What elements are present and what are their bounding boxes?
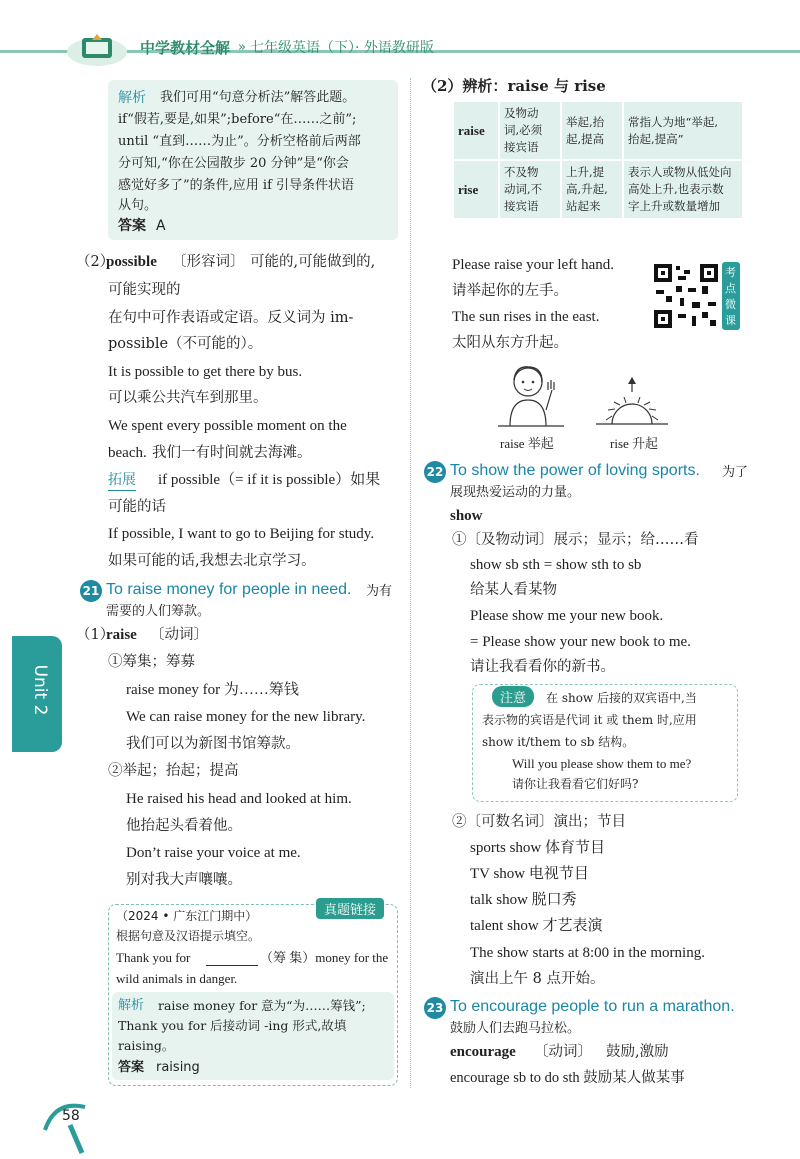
usage-line: 抬起,提高”: [628, 131, 684, 146]
raise-ex3-cn: 别对我大声嚷嚷。: [126, 872, 242, 888]
possible-ex3-cn: 如果可能的话,我想去北京学习。: [108, 553, 316, 569]
qr-code-icon[interactable]: [652, 262, 720, 330]
meaning-line: 起,提高: [566, 131, 605, 146]
item-21-cn: 为有: [366, 584, 393, 599]
exam-q2: wild animals in danger.: [116, 971, 238, 986]
show-ex1-cn: 请让我看看你的新书。: [470, 659, 615, 675]
item-23-cn: 鼓励人们去跑马拉松。: [450, 1021, 581, 1036]
exam-blank[interactable]: [206, 965, 258, 966]
caption-raise: raise 举起: [500, 436, 554, 451]
header-book-title: 中学教材全解: [140, 39, 231, 57]
show-sense-2: ②〔可数名词〕演出；节目: [452, 814, 626, 830]
meaning-line: 上升,提: [566, 165, 605, 179]
note-ex-cn: 请你让我看看它们好吗?: [512, 777, 639, 791]
possible-ex1-en: It is possible to get there by bus.: [108, 364, 303, 380]
compare-word-rise: rise: [454, 161, 498, 218]
note-line-1: 在 show 后接的双宾语中,当: [546, 691, 697, 705]
book-logo-icon: [62, 28, 132, 68]
show-collocation-3: talk show 脱口秀: [470, 892, 577, 908]
type-line: 接宾语: [504, 199, 539, 213]
rise-ex1-en: Please raise your left hand.: [452, 257, 615, 273]
sun-rise-illustration-icon: [594, 376, 670, 432]
encourage-meaning: 鼓励,激励: [606, 1044, 669, 1060]
note-line-2: 表示物的宾语是代词 it 或 them 时,应用: [482, 713, 697, 727]
analysis-label: 解析: [118, 90, 146, 106]
table-row: [454, 161, 742, 218]
exam-analysis-1: raise money for 意为“为……筹钱”;: [158, 998, 366, 1013]
exam-q1: Thank you for: [116, 950, 191, 965]
meaning-line: 站起来: [566, 199, 601, 213]
meaning-line: 举起,抬: [566, 114, 605, 129]
analysis-line-3: until “直到……为止”。分析空格前后两部: [118, 134, 361, 149]
type-line: 动词,不: [504, 182, 543, 196]
compare-meaning-rise: [562, 161, 622, 218]
show-ex1-en-2: = Please show your new book to me.: [470, 634, 691, 650]
possible-ex2-en-2: beach.: [108, 445, 147, 461]
qr-label: 考点微课: [725, 266, 736, 327]
item-22-badge: 22: [424, 461, 446, 483]
encourage-word: encourage: [450, 1044, 516, 1060]
show-ex2-cn: 演出上午 8 点开始。: [470, 971, 605, 987]
raise-ex2-en: He raised his head and looked at him.: [126, 791, 352, 807]
show-ex1-en: Please show me your new book.: [470, 608, 664, 624]
possible-note-1: 在句中可作表语或定语。反义词为 im-: [108, 310, 354, 326]
raise-pos: 〔动词〕: [150, 627, 208, 643]
extension-cn: 可能的话: [108, 499, 166, 515]
exam-analysis-3: raising。: [118, 1038, 175, 1053]
possible-meaning: 可能的,可能做到的,: [250, 254, 376, 270]
exam-instruction: 根据句意及汉语提示填空。: [116, 929, 261, 943]
raise-ex1-en: We can raise money for the new library.: [126, 709, 366, 725]
caption-rise: rise 升起: [610, 436, 659, 451]
raise-ex3-en: Don’t raise your voice at me.: [126, 845, 301, 861]
encourage-pos: 〔动词〕: [534, 1044, 592, 1060]
item-23-sentence: To encourage people to run a marathon.: [450, 998, 735, 1015]
possible-pos: 〔形容词〕: [172, 254, 245, 270]
exam-analysis-2: Thank you for 后接动词 -ing 形式,故填: [118, 1018, 347, 1033]
extension-phrase: if possible（= if it is possible）如果: [158, 472, 381, 488]
answer-value: A: [156, 218, 166, 234]
compare-meaning-raise: [562, 102, 622, 159]
possible-num: （2）: [76, 254, 115, 270]
raise-word: raise: [106, 627, 137, 643]
item-22-sentence: To show the power of loving sports.: [450, 462, 700, 479]
analysis-line-6: 从句。: [118, 198, 158, 213]
note-ex-en: Will you please show them to me?: [512, 756, 692, 771]
note-tag: 注意: [492, 686, 534, 707]
type-line: 不及物: [504, 165, 539, 179]
exam-analysis-label: 解析: [118, 998, 145, 1013]
usage-line: 表示人或物从低处向: [628, 165, 732, 179]
header-chevron-icon: »: [238, 40, 246, 55]
item-22-cn: 为了: [722, 465, 749, 480]
compare-type-rise: [500, 161, 560, 218]
rise-ex2-en: The sun rises in the east.: [452, 309, 600, 325]
possible-note-2: possible（不可能的）。: [108, 336, 263, 352]
exam-tag: 真题链接: [316, 898, 384, 919]
compare-usage-raise: [624, 102, 742, 159]
possible-ex2-cn: 我们一有时间就去海滩。: [152, 445, 312, 461]
rise-ex1-cn: 请举起你的左手。: [452, 283, 568, 299]
analysis-line-2: if“假若,要是,如果”;before“在……之前”;: [118, 112, 357, 127]
exam-hint: （筹 集）money for the: [260, 950, 389, 965]
possible-word: possible: [106, 254, 157, 270]
show-sense-1: ①〔及物动词〕展示；显示；给……看: [452, 532, 699, 548]
usage-line: 字上升或数量增加: [628, 199, 720, 213]
compare-usage-rise: [624, 161, 742, 218]
show-collocation-2: TV show 电视节目: [470, 866, 589, 882]
type-line: 词,必须: [504, 123, 543, 137]
compare-type-raise: [500, 102, 560, 159]
possible-ex2-en: We spent every possible moment on the: [108, 418, 347, 434]
raise-ex1-cn: 我们可以为新图书馆筹款。: [126, 736, 300, 752]
table-row: [454, 102, 742, 159]
unit-label: Unit 2: [30, 664, 50, 716]
show-collocation-1: sports show 体育节目: [470, 840, 606, 856]
possible-ex1-cn: 可以乘公共汽车到那里。: [108, 390, 268, 406]
note-line-3: show it/them to sb 结构。: [482, 735, 635, 749]
item-21-badge: 21: [80, 580, 102, 602]
page-number: 58: [62, 1108, 80, 1124]
header-bar: [0, 30, 800, 64]
usage-line: 常指人为地“举起,: [628, 114, 719, 129]
show-collocation-4: talent show 才艺表演: [470, 918, 603, 934]
item-21-sentence: To raise money for people in need.: [106, 581, 352, 598]
exam-answer-value: raising: [156, 1060, 200, 1075]
header-subject: 七年级英语（下）· 外语教研版: [250, 40, 434, 56]
item-22-cn-2: 展现热爱运动的力量。: [450, 485, 581, 500]
meaning-line: 高,升起,: [566, 182, 608, 196]
compare-title: （2）辨析：raise 与 rise: [422, 77, 606, 95]
show-phrase-1-cn: 给某人看某物: [470, 582, 557, 598]
analysis-line-4: 分可知,“你在公园散步 20 分钟”是“你会: [118, 156, 349, 171]
type-line: 接宾语: [504, 140, 539, 154]
show-phrase-1: show sb sth = show sth to sb: [470, 557, 642, 573]
show-ex2-en: The show starts at 8:00 in the morning.: [470, 945, 705, 961]
item-21-cn-2: 需要的人们筹款。: [106, 604, 211, 619]
raise-hand-illustration-icon: [496, 360, 566, 432]
rise-ex2-cn: 太阳从东方升起。: [452, 335, 568, 351]
answer-label: 答案: [118, 218, 146, 234]
analysis-line-1: 我们可用“句意分析法”解答此题。: [160, 90, 356, 105]
raise-num: （1）: [76, 627, 115, 643]
usage-line: 高处上升,也表示数: [628, 182, 724, 196]
raise-sense-2: ②举起；抬起；提高: [108, 763, 239, 779]
type-line: 及物动: [504, 106, 539, 120]
column-divider: [410, 78, 411, 1088]
possible-ex3-en: If possible, I want to go to Beijing for study.: [108, 526, 375, 542]
show-word: show: [450, 508, 483, 524]
raise-phrase-1: raise money for 为……筹钱: [126, 682, 299, 698]
raise-sense-1: ①筹集；筹募: [108, 654, 195, 670]
encourage-phrase: encourage sb to do sth 鼓励某人做某事: [450, 1070, 685, 1086]
compare-table: [452, 100, 744, 220]
exam-source: （2024 • 广东江门期中）: [116, 909, 258, 923]
raise-ex2-cn: 他抬起头看着他。: [126, 818, 242, 834]
compare-word-raise: raise: [454, 102, 498, 159]
analysis-line-5: 感觉好多了”的条件,应用 if 引导条件状语: [118, 178, 355, 193]
exam-answer-label: 答案: [118, 1060, 145, 1075]
extension-label: 拓展: [108, 470, 136, 491]
item-23-badge: 23: [424, 997, 446, 1019]
possible-meaning-2: 可能实现的: [108, 282, 181, 298]
